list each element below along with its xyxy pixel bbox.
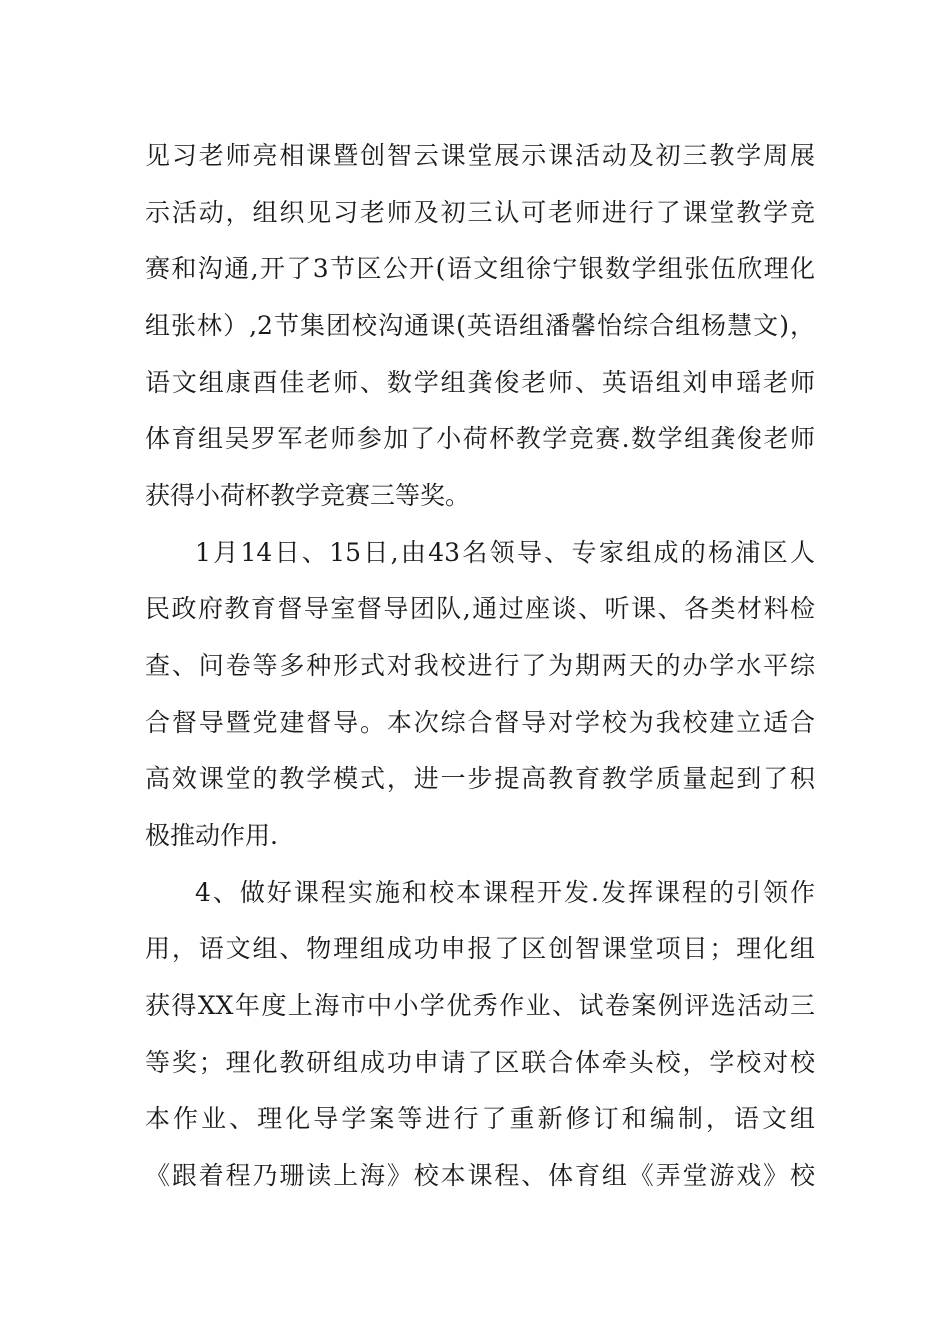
paragraph-2-line-6: 极推动作用. <box>145 821 278 850</box>
paragraph-2-line-3: 查、问卷等多种形式对我校进行了为期两天的办学水平综 <box>145 651 815 680</box>
paragraph-1-line-1: 见习老师亮相课暨创智云课堂展示课活动及初三教学周展 <box>145 141 815 170</box>
paragraph-3-line-3: 获得XX年度上海市中小学优秀作业、试卷案例评选活动三 <box>145 991 815 1020</box>
paragraph-3-line-6: 《跟着程乃珊读上海》校本课程、体育组《弄堂游戏》校 <box>145 1161 815 1190</box>
paragraph-2-line-5: 高效课堂的教学模式，进一步提高教育教学质量起到了积 <box>145 764 815 793</box>
paragraph-1-line-5: 语文组康酉佳老师、数学组龚俊老师、英语组刘申瑶老师 <box>145 368 815 397</box>
paragraph-3-line-1: 4、做好课程实施和校本课程开发.发挥课程的引领作 <box>195 878 815 907</box>
paragraph-1-line-4: 组张林）,2节集团校沟通课(英语组潘馨怡综合组杨慧文)， <box>145 311 815 340</box>
paragraph-3-line-4: 等奖；理化教研组成功申请了区联合体牵头校，学校对校 <box>145 1048 815 1077</box>
paragraph-3-line-5: 本作业、理化导学案等进行了重新修订和编制，语文组 <box>145 1104 815 1133</box>
paragraph-2-line-1: 1月14日、15日,由43名领导、专家组成的杨浦区人 <box>195 538 815 567</box>
paragraph-1-line-7: 获得小荷杯教学竞赛三等奖。 <box>145 481 471 510</box>
paragraph-2-line-4: 合督导暨党建督导。本次综合督导对学校为我校建立适合 <box>145 708 815 737</box>
paragraph-1-line-2: 示活动，组织见习老师及初三认可老师进行了课堂教学竞 <box>145 198 815 227</box>
paragraph-2-line-2: 民政府教育督导室督导团队,通过座谈、听课、各类材料检 <box>145 594 815 623</box>
paragraph-1-line-6: 体育组吴罗军老师参加了小荷杯教学竞赛.数学组龚俊老师 <box>145 424 815 453</box>
paragraph-3-line-2: 用，语文组、物理组成功申报了区创智课堂项目；理化组 <box>145 934 815 963</box>
paragraph-1-line-3: 赛和沟通,开了3节区公开(语文组徐宁银数学组张伍欣理化 <box>145 254 815 283</box>
